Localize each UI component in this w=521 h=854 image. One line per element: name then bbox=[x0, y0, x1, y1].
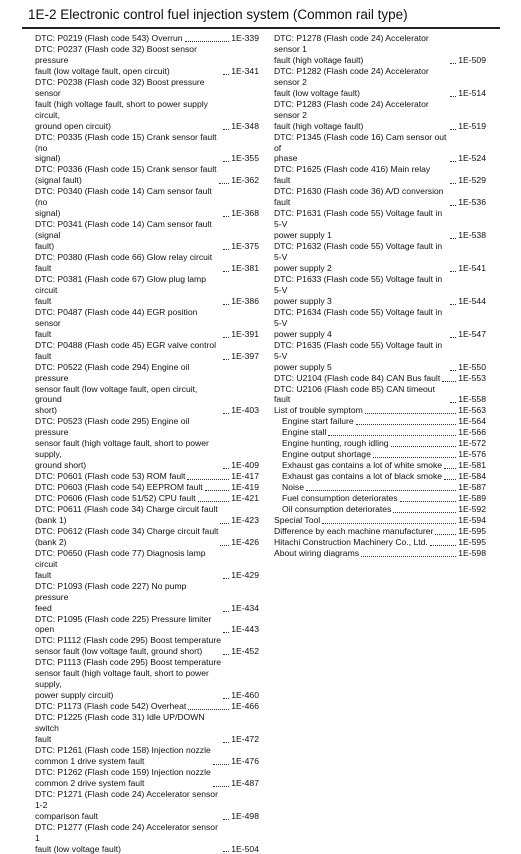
dot-leader bbox=[450, 237, 456, 239]
dot-leader bbox=[223, 741, 229, 743]
toc-entry[interactable] bbox=[35, 504, 259, 526]
toc-entry[interactable] bbox=[274, 548, 486, 559]
toc-entry-page: 1E-466 bbox=[231, 701, 259, 712]
dot-leader bbox=[444, 478, 456, 480]
header-rule bbox=[22, 27, 500, 29]
toc-entry[interactable] bbox=[35, 33, 259, 44]
toc-entry[interactable] bbox=[35, 822, 259, 854]
dot-leader bbox=[328, 434, 456, 436]
toc-entry-page: 1E-544 bbox=[458, 295, 486, 306]
toc-entry-page: 1E-472 bbox=[231, 734, 259, 744]
toc-entry-page: 1E-563 bbox=[458, 405, 486, 416]
toc-entry-title: DTC: P1112 (Flash code 295) Boost temperature sensor fault (low voltage fault, ground short) bbox=[35, 635, 221, 657]
toc-entry-page: 1E-553 bbox=[458, 372, 486, 383]
toc-entry[interactable] bbox=[35, 274, 259, 307]
toc-entry-page: 1E-397 bbox=[231, 350, 259, 361]
dot-leader bbox=[306, 489, 456, 491]
dot-leader bbox=[220, 522, 230, 524]
toc-entry[interactable] bbox=[274, 164, 486, 186]
toc-entry-title: DTC: P1635 (Flash code 55) Voltage fault in 5-V power supply 5 bbox=[274, 339, 443, 372]
toc-entry[interactable] bbox=[35, 44, 259, 77]
toc-entry-page: 1E-584 bbox=[458, 471, 486, 482]
toc-entry[interactable] bbox=[274, 471, 486, 482]
dot-leader bbox=[430, 544, 456, 546]
dot-leader bbox=[223, 358, 229, 360]
dot-leader bbox=[442, 380, 456, 382]
toc-entry[interactable] bbox=[274, 526, 486, 537]
toc-entry-page: 1E-538 bbox=[458, 230, 486, 241]
dot-leader bbox=[223, 248, 229, 250]
toc-entry-page: 1E-504 bbox=[231, 843, 259, 854]
toc-entry-page: 1E-595 bbox=[458, 525, 486, 536]
toc-entry-page: 1E-487 bbox=[231, 777, 259, 788]
dot-leader bbox=[450, 401, 456, 403]
toc-entry-page: 1E-391 bbox=[231, 328, 259, 339]
toc-entry-title: Exhaust gas contains a lot of black smoke bbox=[282, 471, 443, 482]
toc-entry-title: DTC: P0601 (Flash code 53) ROM fault bbox=[35, 471, 186, 482]
toc-entry[interactable] bbox=[274, 66, 486, 99]
toc-entry-title: DTC: P1625 (Flash code 416) Main relay fault bbox=[274, 164, 431, 186]
toc-entry-title: DTC: P1634 (Flash code 55) Voltage fault in 5-V power supply 4 bbox=[274, 306, 443, 339]
dot-leader bbox=[223, 697, 229, 699]
dot-leader bbox=[205, 489, 230, 491]
toc-entry[interactable] bbox=[274, 449, 486, 460]
dot-leader bbox=[223, 215, 229, 217]
toc-entry-title: DTC: P0237 (Flash code 32) Boost sensor pressure fault (low voltage fault, open circuit) bbox=[35, 43, 197, 76]
toc-entry[interactable] bbox=[35, 767, 259, 789]
toc-entry-page: 1E-381 bbox=[231, 263, 259, 274]
toc-entry-page: 1E-417 bbox=[231, 471, 259, 482]
toc-entry-title: DTC: P0340 (Flash code 14) Cam sensor fault (no signal) bbox=[35, 186, 212, 219]
toc-entry-title: DTC: P0335 (Flash code 15) Crank sensor fault (no signal) bbox=[35, 131, 217, 164]
toc-entry[interactable] bbox=[35, 635, 259, 657]
toc-entry-title: DTC: P0603 (Flash code 54) EEPROM fault bbox=[35, 482, 203, 493]
dot-leader bbox=[185, 40, 230, 42]
dot-leader bbox=[450, 270, 456, 272]
toc-entry-page: 1E-355 bbox=[231, 153, 259, 164]
toc-entry-page: 1E-514 bbox=[458, 87, 486, 98]
toc-entry-page: 1E-594 bbox=[458, 514, 486, 525]
toc-entry-title: DTC: P0612 (Flash code 34) Charge circuit fault (bank 2) bbox=[35, 525, 219, 547]
toc-entry-title: DTC: P1113 (Flash code 295) Boost temperature sensor fault (high voltage fault, short to power supply, power supply circuit) bbox=[35, 657, 221, 701]
toc-entry[interactable] bbox=[274, 515, 486, 526]
toc-entry[interactable] bbox=[35, 657, 259, 701]
dot-leader bbox=[361, 555, 456, 557]
dot-leader bbox=[400, 500, 457, 502]
toc-entry-page: 1E-524 bbox=[458, 153, 486, 164]
toc-entry-title: DTC: P1277 (Flash code 24) Accelerator sensor 1 fault (low voltage fault) bbox=[35, 821, 218, 854]
toc-entry-title: DTC: P0380 (Flash code 66) Glow relay circuit fault bbox=[35, 252, 213, 274]
toc-entry-page: 1E-339 bbox=[231, 33, 259, 43]
toc-entry-title: DTC: U2106 (Flash code 85) CAN timeout fault bbox=[274, 383, 435, 405]
dot-leader bbox=[450, 182, 456, 184]
toc-entry-page: 1E-576 bbox=[458, 449, 486, 460]
toc-entry-page: 1E-452 bbox=[231, 646, 259, 657]
toc-entry-page: 1E-348 bbox=[231, 120, 259, 131]
dot-leader bbox=[223, 653, 229, 655]
toc-entry-title: DTC: P1271 (Flash code 24) Accelerator sensor 1-2 comparison fault bbox=[35, 788, 218, 821]
toc-entry-page: 1E-529 bbox=[458, 175, 486, 186]
toc-entry-title: Engine start failure bbox=[282, 416, 354, 427]
dot-leader bbox=[223, 577, 229, 579]
dot-leader bbox=[223, 467, 229, 469]
toc-entry-title: Exhaust gas contains a lot of white smoke bbox=[282, 460, 443, 471]
toc-entry-title: DTC: P1262 (Flash code 159) Injection nozzle common 2 drive system fault bbox=[35, 766, 211, 788]
toc-entry[interactable] bbox=[274, 405, 486, 416]
toc-entry-title: DTC: P0611 (Flash code 34) Charge circuit fault (bank 1) bbox=[35, 503, 218, 525]
toc-entry[interactable] bbox=[35, 416, 259, 471]
toc-entry-page: 1E-566 bbox=[458, 427, 486, 438]
dot-leader bbox=[188, 708, 229, 710]
dot-leader bbox=[223, 631, 229, 633]
toc-entry-page: 1E-403 bbox=[231, 405, 259, 416]
toc-entry[interactable] bbox=[35, 77, 259, 132]
toc-entry[interactable] bbox=[274, 373, 486, 384]
toc-entry-title: DTC: P0219 (Flash code 543) Overrun bbox=[35, 33, 183, 43]
toc-entry[interactable] bbox=[274, 274, 486, 307]
toc-entry-page: 1E-547 bbox=[458, 328, 486, 339]
toc-entry-title: DTC: P1261 (Flash code 158) Injection nozzle common 1 drive system fault bbox=[35, 744, 211, 766]
toc-entry-page: 1E-443 bbox=[231, 624, 259, 635]
dot-leader bbox=[223, 270, 229, 272]
toc-entry-title: DTC: P0336 (Flash code 15) Crank sensor fault (signal fault) bbox=[35, 164, 217, 186]
toc-entry-title: DTC: P1225 (Flash code 31) Idle UP/DOWN switch fault bbox=[35, 712, 205, 744]
toc-entry[interactable] bbox=[35, 614, 259, 636]
toc-entry[interactable] bbox=[274, 99, 486, 132]
toc-entry-title: DTC: P1282 (Flash code 24) Accelerator sensor 2 fault (low voltage fault) bbox=[274, 65, 429, 98]
toc-entry-title: DTC: P0523 (Flash code 295) Engine oil pressure sensor fault (high voltage fault, short to power supply, ground short) bbox=[35, 416, 209, 471]
toc-entry-page: 1E-362 bbox=[231, 175, 259, 186]
toc-entry-title: DTC: P1095 (Flash code 225) Pressure limiter open bbox=[35, 613, 212, 635]
dot-leader bbox=[223, 336, 229, 338]
toc-entry-page: 1E-589 bbox=[458, 493, 486, 504]
toc-entry[interactable] bbox=[274, 416, 486, 427]
toc-entry-title: DTC: P1278 (Flash code 24) Accelerator sensor 1 fault (high voltage fault) bbox=[274, 33, 429, 65]
toc-entry[interactable] bbox=[274, 33, 486, 66]
toc-entry[interactable] bbox=[274, 132, 486, 165]
toc-entry[interactable] bbox=[35, 219, 259, 252]
toc-entry-title: DTC: U2104 (Flash code 84) CAN Bus fault bbox=[274, 372, 441, 383]
toc-entry-page: 1E-581 bbox=[458, 460, 486, 471]
toc-entry[interactable] bbox=[35, 186, 259, 219]
toc-entry-page: 1E-434 bbox=[231, 602, 259, 613]
dot-leader bbox=[223, 160, 229, 162]
dot-leader bbox=[450, 369, 456, 371]
toc-entry-page: 1E-509 bbox=[458, 54, 486, 65]
toc-entry[interactable] bbox=[35, 362, 259, 417]
toc-entry[interactable] bbox=[35, 340, 259, 362]
toc-entry[interactable] bbox=[274, 208, 486, 241]
toc-entry-page: 1E-598 bbox=[458, 547, 486, 558]
toc-entry-title: DTC: P1173 (Flash code 542) Overheat bbox=[35, 701, 187, 712]
toc-entry-page: 1E-409 bbox=[231, 460, 259, 471]
toc-entry-page: 1E-341 bbox=[231, 65, 259, 76]
toc-entry[interactable] bbox=[35, 164, 259, 186]
toc-entry[interactable] bbox=[274, 504, 486, 515]
toc-entry[interactable] bbox=[35, 581, 259, 614]
dot-leader bbox=[444, 467, 456, 469]
toc-entry[interactable] bbox=[274, 340, 486, 373]
toc-entry[interactable] bbox=[35, 252, 259, 274]
page-header bbox=[28, 7, 498, 22]
toc-entry[interactable] bbox=[35, 548, 259, 581]
toc-entry[interactable] bbox=[274, 493, 486, 504]
toc-entry-title: Difference by each machine manufacturer bbox=[274, 525, 434, 536]
toc-entry-title: About wiring diagrams bbox=[274, 547, 360, 558]
toc-entry[interactable] bbox=[35, 132, 259, 165]
dot-leader bbox=[223, 818, 229, 820]
toc-entry[interactable] bbox=[274, 427, 486, 438]
dot-leader bbox=[450, 62, 456, 64]
toc-entry-title: DTC: P1345 (Flash code 16) Cam sensor out of phase bbox=[274, 131, 447, 164]
toc-right-column bbox=[274, 33, 486, 559]
toc-entry-title: DTC: P0238 (Flash code 32) Boost pressure sensor fault (high voltage fault, short to power supply circuit, ground open circuit) bbox=[35, 76, 208, 131]
toc-entry-page: 1E-550 bbox=[458, 361, 486, 372]
toc-entry-title: DTC: P0606 (Flash code 51/52) CPU fault bbox=[35, 493, 196, 504]
dot-leader bbox=[450, 160, 456, 162]
toc-entry[interactable] bbox=[274, 307, 486, 340]
toc-entry-title: Noise bbox=[282, 482, 304, 493]
toc-entry[interactable] bbox=[274, 186, 486, 208]
dot-leader bbox=[223, 412, 229, 414]
toc-entry-title: Fuel consumption deteriorates bbox=[282, 493, 398, 504]
toc-entry-page: 1E-536 bbox=[458, 197, 486, 208]
toc-entry-title: DTC: P0341 (Flash code 14) Cam sensor fault (signal fault) bbox=[35, 219, 212, 252]
toc-entry-page: 1E-375 bbox=[231, 241, 259, 252]
toc-entry-page: 1E-558 bbox=[458, 394, 486, 405]
dot-leader bbox=[223, 73, 229, 75]
toc-entry-page: 1E-426 bbox=[231, 536, 259, 547]
dot-leader bbox=[223, 610, 229, 612]
dot-leader bbox=[198, 500, 230, 502]
dot-leader bbox=[450, 303, 456, 305]
toc-entry[interactable] bbox=[274, 482, 486, 493]
toc-entry[interactable] bbox=[35, 789, 259, 822]
dot-leader bbox=[450, 204, 456, 206]
dot-leader bbox=[220, 544, 229, 546]
toc-entry-title: List of trouble symptom bbox=[274, 405, 363, 416]
toc-entry-page: 1E-476 bbox=[231, 755, 259, 766]
toc-entry[interactable] bbox=[274, 384, 486, 406]
toc-entry-page: 1E-498 bbox=[231, 810, 259, 821]
dot-leader bbox=[223, 850, 229, 852]
toc-entry-page: 1E-519 bbox=[458, 120, 486, 131]
toc-entry-title: DTC: P0522 (Flash code 294) Engine oil pressure sensor fault (low voltage fault, open circuit, ground short) bbox=[35, 361, 198, 416]
toc-entry[interactable] bbox=[274, 241, 486, 274]
dot-leader bbox=[450, 336, 456, 338]
page-title: 1E-2 Electronic control fuel injection system (Common rail type) bbox=[28, 7, 408, 22]
toc-entry-title: Engine output shortage bbox=[282, 449, 371, 460]
dot-leader bbox=[393, 511, 456, 513]
toc-entry[interactable] bbox=[35, 493, 259, 504]
toc-entry-page: 1E-460 bbox=[231, 690, 259, 701]
toc-left-column bbox=[35, 33, 259, 854]
toc-entry-title: Oil consumption deteriorates bbox=[282, 503, 392, 514]
toc-entry-title: DTC: P1633 (Flash code 55) Voltage fault in 5-V power supply 3 bbox=[274, 273, 443, 306]
toc-entry-title: Engine stall bbox=[282, 427, 327, 438]
toc-entry-page: 1E-368 bbox=[231, 208, 259, 219]
toc-entry[interactable] bbox=[274, 438, 486, 449]
dot-leader bbox=[356, 423, 457, 425]
toc-entry-page: 1E-592 bbox=[458, 503, 486, 514]
dot-leader bbox=[219, 182, 230, 184]
toc-entry[interactable] bbox=[35, 526, 259, 548]
toc-entry-page: 1E-419 bbox=[231, 482, 259, 493]
dot-leader bbox=[322, 522, 456, 524]
dot-leader bbox=[223, 303, 229, 305]
toc-entry-title: DTC: P1631 (Flash code 55) Voltage fault in 5-V power supply 1 bbox=[274, 208, 443, 241]
dot-leader bbox=[435, 533, 456, 535]
toc-entry-title: DTC: P1093 (Flash code 227) No pump pressure feed bbox=[35, 580, 187, 613]
toc-entry-page: 1E-423 bbox=[231, 514, 259, 525]
toc-entry-title: DTC: P1283 (Flash code 24) Accelerator sensor 2 fault (high voltage fault) bbox=[274, 98, 429, 131]
toc-entry-title: DTC: P0488 (Flash code 45) EGR valve control fault bbox=[35, 339, 217, 361]
toc-entry[interactable] bbox=[35, 482, 259, 493]
toc-entry-page: 1E-541 bbox=[458, 263, 486, 274]
toc-entry[interactable] bbox=[274, 460, 486, 471]
toc-entry-title: Engine hunting, rough idling bbox=[282, 438, 389, 449]
dot-leader bbox=[450, 128, 456, 130]
toc-entry-title: DTC: P1630 (Flash code 36) A/D conversion fault bbox=[274, 186, 444, 208]
toc-entry[interactable] bbox=[35, 712, 259, 745]
dot-leader bbox=[213, 763, 229, 765]
dot-leader bbox=[187, 478, 229, 480]
toc-entry[interactable] bbox=[35, 471, 259, 482]
toc-entry-page: 1E-587 bbox=[458, 482, 486, 493]
dot-leader bbox=[213, 785, 229, 787]
toc-entry[interactable] bbox=[35, 745, 259, 767]
dot-leader bbox=[365, 412, 456, 414]
toc-entry[interactable] bbox=[35, 701, 259, 712]
toc-entry-title: DTC: P0381 (Flash code 67) Glow plug lamp circuit fault bbox=[35, 273, 206, 306]
toc-entry-page: 1E-572 bbox=[458, 438, 486, 449]
toc-entry[interactable] bbox=[35, 307, 259, 340]
toc-entry-title: Special Tool bbox=[274, 514, 321, 525]
toc-entry-page: 1E-421 bbox=[231, 493, 259, 504]
toc-entry-page: 1E-429 bbox=[231, 569, 259, 580]
dot-leader bbox=[223, 128, 229, 130]
toc-entry-page: 1E-564 bbox=[458, 416, 486, 427]
dot-leader bbox=[391, 445, 457, 447]
dot-leader bbox=[450, 95, 456, 97]
toc-entry[interactable] bbox=[274, 537, 486, 548]
toc-entry-title: DTC: P0650 (Flash code 77) Diagnosis lamp circuit fault bbox=[35, 547, 206, 580]
dot-leader bbox=[373, 456, 456, 458]
toc-entry-title: Hitachi Construction Machinery Co., Ltd. bbox=[274, 536, 428, 547]
toc-entry-page: 1E-386 bbox=[231, 295, 259, 306]
toc-entry-title: DTC: P0487 (Flash code 44) EGR position sensor fault bbox=[35, 306, 198, 339]
toc-entry-page: 1E-595 bbox=[458, 536, 486, 547]
toc-entry-title: DTC: P1632 (Flash code 55) Voltage fault in 5-V power supply 2 bbox=[274, 241, 443, 274]
